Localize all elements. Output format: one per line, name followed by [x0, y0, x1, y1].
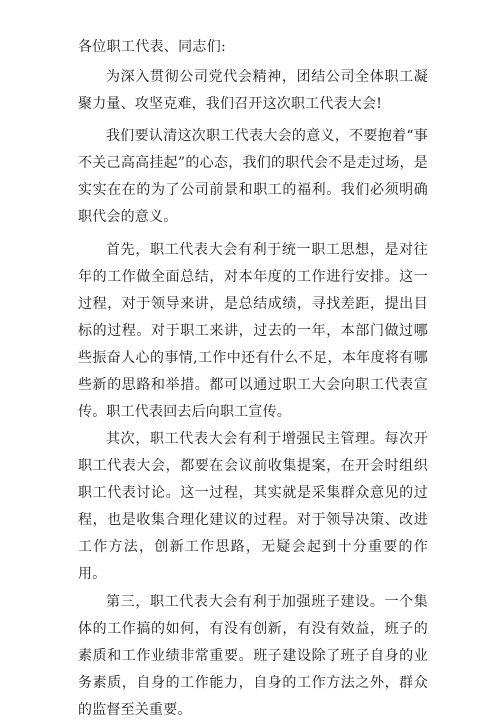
paragraph-first-point: 首先，职工代表大会有利于统一职工思想，是对往年的工作做全面总结，对本年度的工作进行安排。这一过程，对于领导来讲，是总结成绩，寻找差距，提出目标的过程。对于职工来讲，过去的一年，本部门做过哪些振奋人心的事情,工作中还有什么不足，本年度将有哪些新的思路和举措。都可以通过职工大会向职工代表宣传。职工代表回去后向职工宣传。 [78, 242, 428, 420]
paragraph-third-point: 第三，职工代表大会有利于加强班子建设。一个集体的工作搞的如何，有没有创新，有没有效益，班子的素质和工作业绩非常重要。班子建设除了班子自身的业务素质，自身的工作能力，自身的工作方法之外，群众的监督至关重要。 [78, 594, 428, 718]
paragraph-significance: 我们要认清这次职工代表大会的意义，不要抱着“事不关己高高挂起”的心态，我们的职代会不是走过场，是实实在在的为了公司前景和职工的福利。我们必须明确职代会的意义。 [78, 128, 428, 225]
salutation: 各位职工代表、同志们: [78, 39, 227, 55]
paragraph-second-point: 其次，职工代表大会有利于增强民主管理。每次开职工代表大会，都要在会议前收集提案，在开会时组织职工代表讨论。这一过程，其实就是采集群众意见的过程，也是收集合理化建议的过程。对于领导决策、改进工作方法，创新工作思路，无疑会起到十分重要的作用。 [78, 431, 428, 582]
paragraph-opening: 为深入贯彻公司党代会精神，团结公司全体职工凝聚力量、攻坚克难，我们召开这次职工代表大会! [78, 69, 428, 112]
